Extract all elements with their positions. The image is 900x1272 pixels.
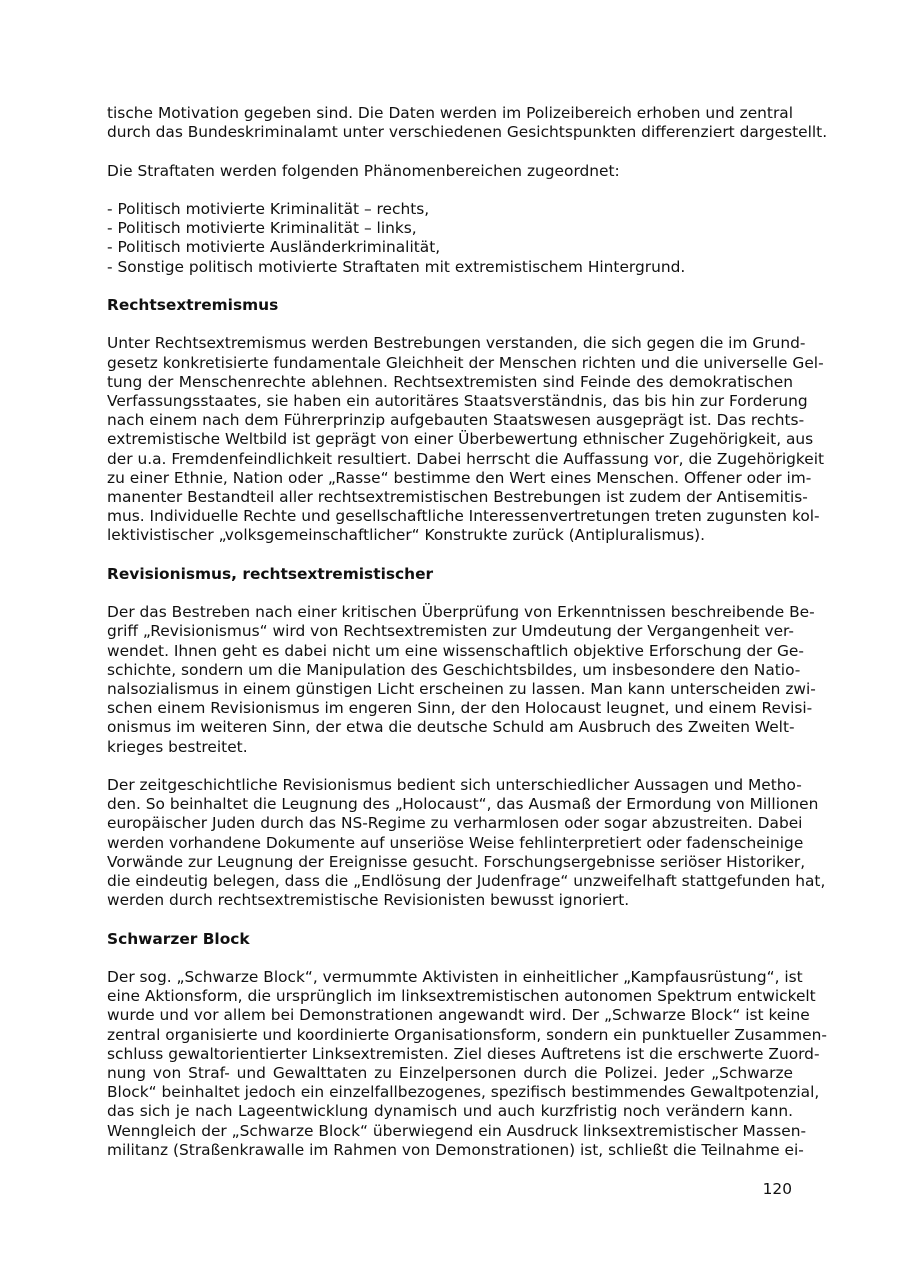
text-line: lektivistischer „volksgemeinschaftlicher“ Konstrukte zurück (Antipluralismus). <box>107 526 706 545</box>
text-line: Der zeitgeschichtliche Revisionismus bedient sich unterschiedlicher Aussagen und Metho- <box>107 776 802 794</box>
text-line: zu einer Ethnie, Nation oder „Rasse“ bestimme den Wert eines Menschen. Offener oder im- <box>107 468 812 487</box>
phenomenon-list <box>107 200 793 277</box>
text-line: das sich je nach Lageentwicklung dynamisch und auch kurzfristig noch verändern kann. <box>107 1102 793 1121</box>
list-item: - Politisch motivierte Kriminalität – links, <box>107 219 417 238</box>
text-line: Block“ beinhaltet jedoch ein einzelfallbezogenes, spezifisch bestimmendes Gewaltpotenzial, <box>107 1083 820 1102</box>
text-line: zentral organisierte und koordinierte Organisationsform, sondern ein punktueller Zusammen- <box>107 1025 827 1044</box>
text-line: Unter Rechtsextremismus werden Bestrebungen verstanden, die sich gegen die im Grund- <box>107 334 806 353</box>
text-line: eine Aktionsform, die ursprünglich im linksextremistischen autonomen Spektrum entwickelt <box>107 987 816 1006</box>
document-body <box>107 104 828 1160</box>
intro-paragraph <box>107 104 828 142</box>
section-heading-schwarzer-block: Schwarzer Block <box>107 929 250 948</box>
text-line: gesetz konkretisierte fundamentale Gleichheit der Menschen richten und die universelle Gel- <box>107 353 824 372</box>
text-line: tung der Menschenrechte ablehnen. Rechtsextremisten sind Feinde des demokratischen <box>107 372 793 391</box>
text-line: griff „Revisionismus“ wird von Rechtsextremisten zur Umdeutung der Vergangenheit ver- <box>107 622 794 641</box>
text-line: schichte, sondern um die Manipulation des Geschichtsbildes, um insbesondere den Natio- <box>107 660 801 679</box>
text-line: wurde und vor allem bei Demonstrationen angewandt wird. Der „Schwarze Block“ ist keine <box>107 1006 810 1025</box>
text-line: nung von Straf- und Gewalttaten zu Einzelpersonen durch die Polizei. Jeder „Schwarze <box>107 1064 793 1083</box>
section-heading-revisionismus: Revisionismus, rechtsextremistischer <box>107 564 434 583</box>
text-line: Wenngleich der „Schwarze Block“ überwiegend ein Ausdruck linksextremistischer Massen- <box>107 1121 807 1140</box>
text-line: die eindeutig belegen, dass die „Endlösung der Judenfrage“ unzweifelhaft stattgefunden hat, <box>107 872 826 891</box>
text-line: den. So beinhaltet die Leugnung des „Holocaust“, das Ausmaß der Ermordung von Millionen <box>107 795 819 814</box>
section-paragraph <box>107 968 827 1160</box>
text-line: krieges bestreitet. <box>107 737 248 756</box>
text-line: nalsozialismus in einem günstigen Licht erscheinen zu lassen. Man kann unterscheiden zwi- <box>107 680 816 698</box>
text-line: manenter Bestandteil aller rechtsextremistischen Bestrebungen ist zudem der Antisemitis- <box>107 488 808 506</box>
page-number: 120 <box>762 1180 792 1198</box>
text-line: tische Motivation gegeben sind. Die Daten werden im Polizeibereich erhoben und zentral <box>107 104 793 122</box>
text-line: europäischer Juden durch das NS-Regime zu verharmlosen oder sogar abzustreiten. Dabei <box>107 814 803 833</box>
text-line: Verfassungsstaates, sie haben ein autoritäres Staatsverständnis, das bis hin zur Forderung <box>107 391 808 410</box>
text-line: werden durch rechtsextremistische Revisionisten bewusst ignoriert. <box>107 891 630 910</box>
text-line: nach einem nach dem Führerprinzip aufgebauten Staatswesen ausgeprägt ist. Das rechts- <box>107 411 805 430</box>
intro-lead: Die Straftaten werden folgenden Phänomenbereichen zugeordnet: <box>107 161 620 180</box>
text-line: wendet. Ihnen geht es dabei nicht um eine wissenschaftlich objektive Erforschung der Ge- <box>107 641 804 660</box>
list-item: - Sonstige politisch motivierte Straftaten mit extremistischem Hintergrund. <box>107 257 686 276</box>
text-line: Der sog. „Schwarze Block“, vermummte Aktivisten in einheitlicher „Kampfausrüstung“, ist <box>107 968 803 986</box>
list-item: - Politisch motivierte Kriminalität – rechts, <box>107 199 430 218</box>
text-line: militanz (Straßenkrawalle im Rahmen von Demonstrationen) ist, schließt die Teilnahme ei- <box>107 1140 804 1159</box>
text-line: durch das Bundeskriminalamt unter verschiedenen Gesichtspunkten differenziert dargestellt. <box>107 123 828 142</box>
section-paragraph <box>107 776 826 910</box>
text-line: schen einem Revisionismus im engeren Sinn, der den Holocaust leugnet, und einem Revisi- <box>107 699 813 718</box>
text-line: mus. Individuelle Rechte und gesellschaftliche Interessenvertretungen treten zugunsten kol- <box>107 507 820 526</box>
text-line: Der das Bestreben nach einer kritischen Überprüfung von Erkenntnissen beschreibende Be- <box>107 603 815 622</box>
text-line: Vorwände zur Leugnung der Ereignisse gesucht. Forschungsergebnisse seriöser Historiker, <box>107 852 806 871</box>
text-line: schluss gewaltorientierter Linksextremisten. Ziel dieses Auftretens ist die erschwerte Zuord- <box>107 1044 820 1063</box>
text-line: der u.a. Fremdenfeindlichkeit resultiert. Dabei herrscht die Auffassung vor, die Zugehörigkeit <box>107 449 825 468</box>
text-line: extremistische Weltbild ist geprägt von einer Überbewertung ethnischer Zugehörigkeit, aus <box>107 430 814 449</box>
text-line: werden vorhandene Dokumente auf unseriöse Weise fehlinterpretiert oder fadenscheinige <box>107 833 804 852</box>
section-paragraph <box>107 334 825 545</box>
section-heading-rechtsextremismus: Rechtsextremismus <box>107 295 279 314</box>
text-line: onismus im weiteren Sinn, der etwa die deutsche Schuld am Ausbruch des Zweiten Welt- <box>107 718 795 737</box>
list-item: - Politisch motivierte Ausländerkriminalität, <box>107 238 441 257</box>
section-paragraph <box>107 603 816 757</box>
